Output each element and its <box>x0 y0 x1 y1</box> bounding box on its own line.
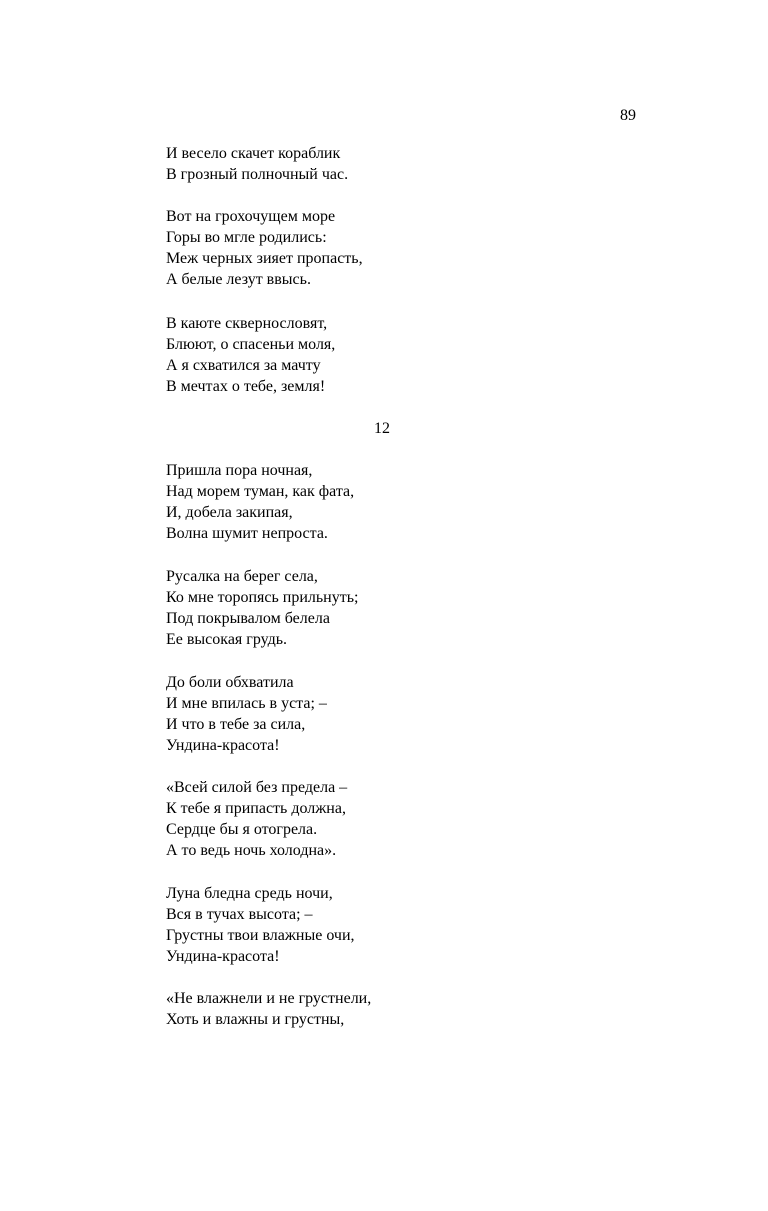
section-number: 12 <box>374 420 390 437</box>
poem-line: Над морем туман, как фата, <box>166 483 355 500</box>
poem-line: Хоть и влажны и грустны, <box>166 1011 345 1028</box>
poem-line: «Всей силой без предела – <box>166 779 348 796</box>
poem-line: К тебе я припасть должна, <box>166 800 346 817</box>
poem-line: А белые лезут ввысь. <box>166 271 311 288</box>
stanza <box>166 206 626 290</box>
poem-line: Сердце бы я отогрела. <box>166 821 318 838</box>
poem-line: Вот на грохочущем море <box>166 208 336 225</box>
poem-line: Пришла пора ночная, <box>166 462 313 479</box>
poem-line: И, добела закипая, <box>166 504 293 521</box>
poem-line: Ундина-красота! <box>166 737 280 754</box>
poem-line: И мне впилась в уста; – <box>166 695 327 712</box>
page-number: 89 <box>620 107 636 124</box>
poem-line: Русалка на берег села, <box>166 568 318 585</box>
poem-line: В мечтах о тебе, земля! <box>166 378 326 395</box>
poem-line: А я схватился за мачту <box>166 357 321 374</box>
poem-line: Луна бледна средь ночи, <box>166 885 333 902</box>
poem-line: Меж черных зияет пропасть, <box>166 250 363 267</box>
poem-line: А то ведь ночь холодна». <box>166 842 337 859</box>
poem-line: Блюют, о спасеньи моля, <box>166 336 336 353</box>
stanza <box>166 460 626 544</box>
poem-line: До боли обхватила <box>166 674 294 691</box>
poem-line: «Не влажнели и не грустнели, <box>166 990 372 1007</box>
stanza <box>166 988 626 1030</box>
poem-line: Волна шумит непроста. <box>166 525 328 542</box>
poem-line: Ее высокая грудь. <box>166 631 288 648</box>
stanza <box>166 672 626 756</box>
poem-line: Под покрывалом белела <box>166 610 330 627</box>
stanza <box>166 777 626 861</box>
poem-line: Вся в тучах высота; – <box>166 906 313 923</box>
stanza <box>166 883 626 967</box>
poem-line: Ко мне торопясь прильнуть; <box>166 589 359 606</box>
poem-line: В каюте сквернословят, <box>166 315 328 332</box>
stanza <box>166 566 626 650</box>
poem-line: И что в тебе за сила, <box>166 716 306 733</box>
stanza <box>166 143 626 185</box>
poem-line: И весело скачет кораблик <box>166 145 341 162</box>
poem-line: В грозный полночный час. <box>166 166 349 183</box>
poem-line: Горы во мгле родились: <box>166 229 327 246</box>
poem-line: Ундина-красота! <box>166 948 280 965</box>
poem-line: Грустны твои влажные очи, <box>166 927 355 944</box>
stanza <box>166 313 626 397</box>
